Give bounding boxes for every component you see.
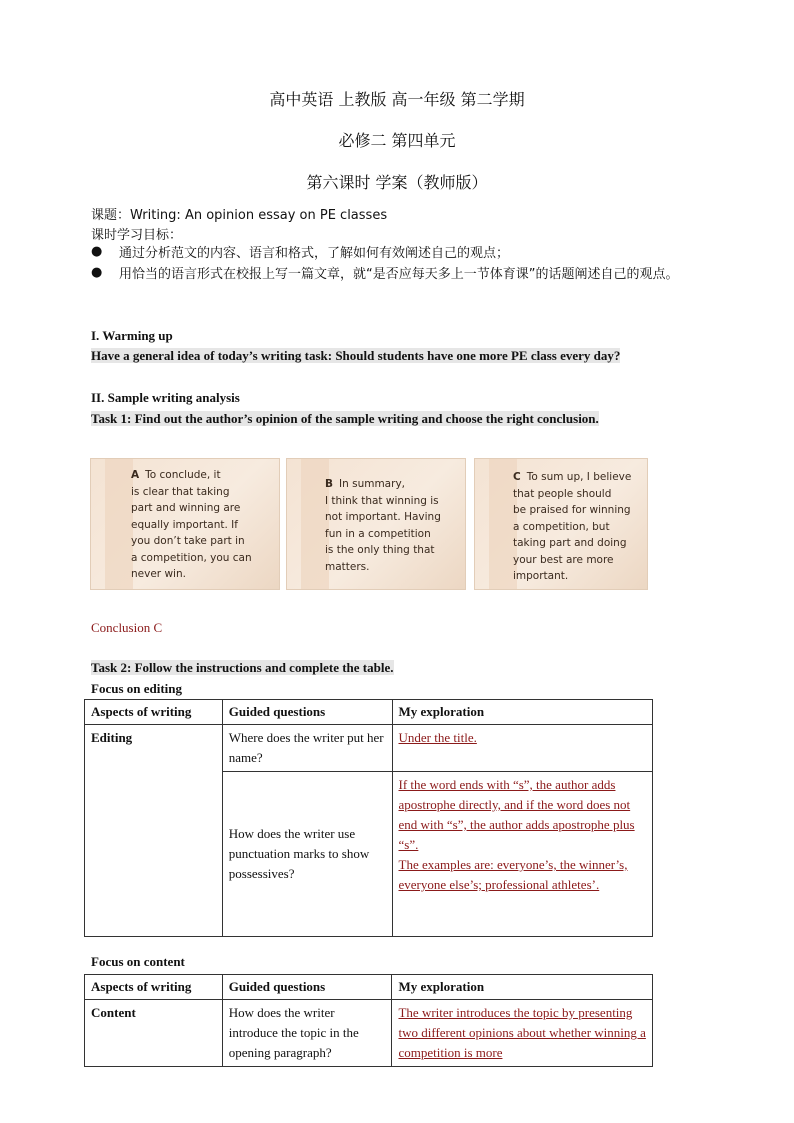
conclusion-card-b xyxy=(286,458,466,590)
topic-line: 课题：Writing: An opinion essay on PE classes xyxy=(91,208,388,223)
task2-text: Task 2: Follow the instructions and complete the table. xyxy=(91,660,394,675)
editing-table xyxy=(84,699,653,937)
header-aspects: Aspects of writing xyxy=(85,700,223,725)
question-cell: How does the writer use punctuation marks to show possessives? xyxy=(222,772,392,937)
course-title: 高中英语 上教版 高一年级 第二学期 xyxy=(269,90,525,109)
header-guided-questions: Guided questions xyxy=(222,975,392,1000)
unit-title: 必修二 第四单元 xyxy=(338,131,456,150)
task1-text: Task 1: Find out the author’s opinion of the sample writing and choose the right conclusion. xyxy=(91,411,599,426)
card-c-text xyxy=(513,469,631,585)
objectives-label: 课时学习目标： xyxy=(91,228,183,243)
card-a-text xyxy=(131,467,252,583)
table-row xyxy=(85,1000,653,1067)
table-row xyxy=(85,725,653,772)
warming-up-task-text: Have a general idea of today’s writing task: Should students have one more PE class every day? xyxy=(91,348,621,363)
card-letter: B xyxy=(325,478,334,490)
answer-examples: The examples are: everyone’s, the winner’s, everyone else’s; professional athletes’. xyxy=(398,857,628,892)
header-my-exploration: My exploration xyxy=(392,700,653,725)
conclusion-card-a xyxy=(90,458,280,590)
content-table xyxy=(84,974,653,1067)
conclusion-card-c xyxy=(474,458,648,590)
card-letter: C xyxy=(513,471,521,483)
content-caption: Focus on content xyxy=(91,954,185,969)
card-b-text xyxy=(325,476,441,575)
bullet-icon: ● xyxy=(91,265,103,280)
card-body: To conclude, it is clear that taking part and winning are equally important. If you don’t take part in a competition, you can never win. xyxy=(131,469,252,580)
header-my-exploration: My exploration xyxy=(392,975,653,1000)
editing-caption: Focus on editing xyxy=(91,681,183,696)
task1-instruction xyxy=(91,411,599,427)
objective-text: 通过分析范文的内容、语言和格式，了解如何有效阐述自己的观点； xyxy=(119,246,510,261)
task2-instruction xyxy=(91,660,394,676)
card-band xyxy=(105,459,133,589)
table-header-row xyxy=(85,700,653,725)
table-header-row xyxy=(85,975,653,1000)
aspect-content: Content xyxy=(85,1000,223,1067)
answer-cell: The writer introduces the topic by presenting two different opinions about whether winning a competition is more xyxy=(392,1000,653,1067)
objective-text: 用恰当的语言形式在校报上写一篇文章，就“是否应每天多上一节体育课”的话题阐述自己的观点。 xyxy=(119,267,679,282)
question-cell: How does the writer introduce the topic in the opening paragraph? xyxy=(222,1000,392,1067)
conclusion-cards xyxy=(90,458,648,590)
header-aspects: Aspects of writing xyxy=(85,975,223,1000)
header-guided-questions: Guided questions xyxy=(222,700,392,725)
warming-up-task xyxy=(91,348,620,364)
section-heading-warming-up: I. Warming up xyxy=(91,328,173,343)
card-body: In summary, I think that winning is not important. Having fun in a competition is the only thing that matters. xyxy=(325,478,441,573)
card-body: To sum up, I believe that people should be praised for winning a competition, but taking part and doing your best are more important. xyxy=(513,471,632,582)
aspect-editing: Editing xyxy=(85,725,223,937)
question-cell: Where does the writer put her name? xyxy=(222,725,392,772)
answer-cell xyxy=(392,772,653,937)
conclusion-answer: Conclusion C xyxy=(91,620,163,635)
bullet-icon: ● xyxy=(91,244,103,259)
section-heading-sample-analysis: II. Sample writing analysis xyxy=(91,390,240,405)
answer-cell: Under the title. xyxy=(392,725,653,772)
lesson-title: 第六课时 学案（教师版） xyxy=(306,173,488,192)
answer-text: If the word ends with “s”, the author adds apostrophe directly, and if the word does not end with “s”, the author adds apostrophe plus “s”. xyxy=(398,777,635,852)
card-letter: A xyxy=(131,469,140,481)
